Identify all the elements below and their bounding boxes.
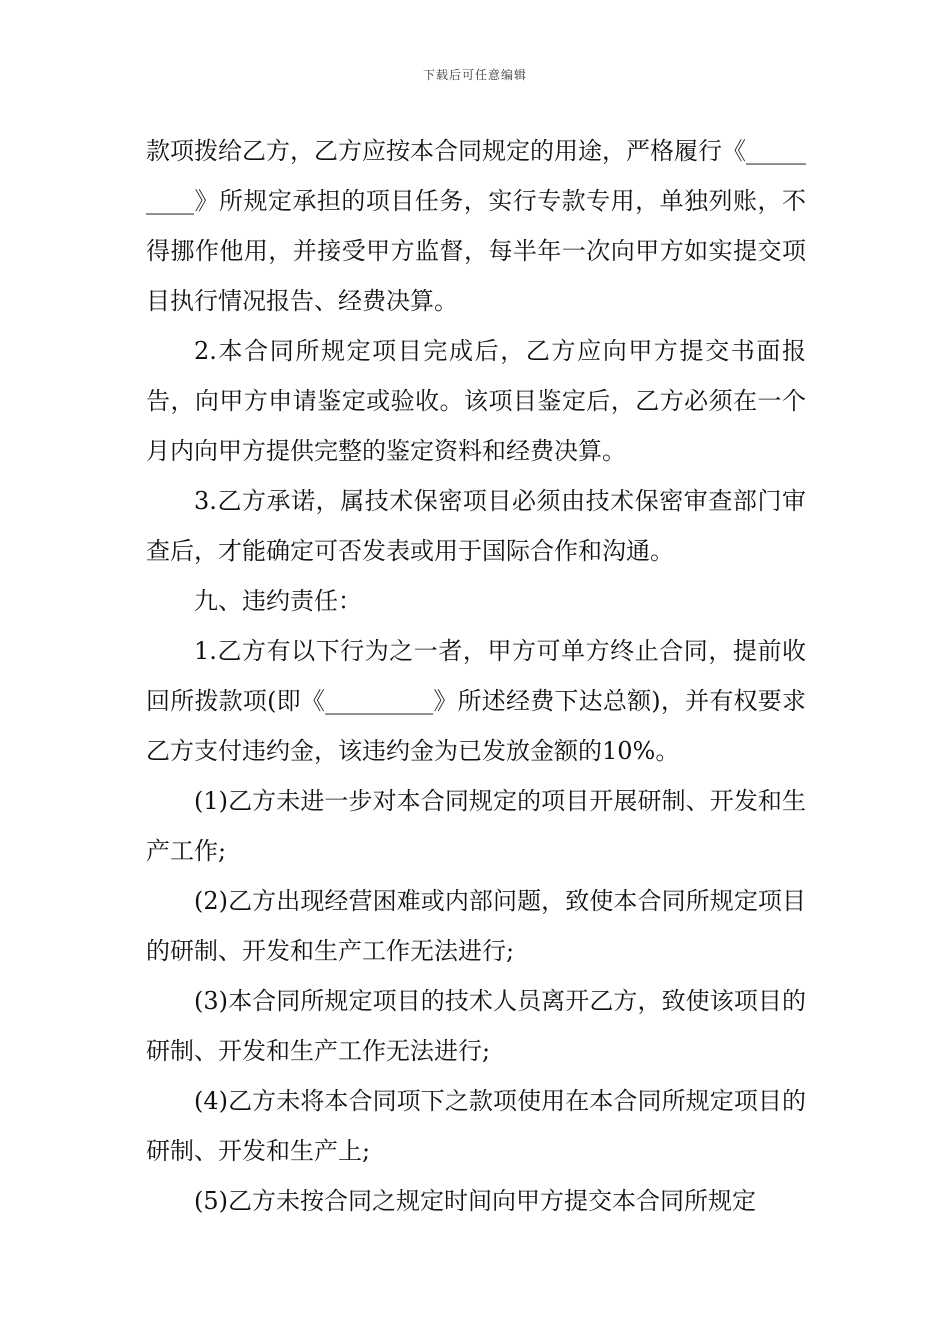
paragraph-clause-3: 3.乙方承诺，属技术保密项目必须由技术保密审查部门审查后，才能确定可否发表或用于国际合作和沟通。 — [146, 487, 806, 565]
list-item-breach-3: (3)本合同所规定项目的技术人员离开乙方，致使该项目的研制、开发和生产工作无法进行; — [146, 987, 806, 1065]
paragraph-clause-2: 2.本合同所规定项目完成后，乙方应向甲方提交书面报告，向甲方申请鉴定或验收。该项目鉴定后，乙方必须在一个月内向甲方提供完整的鉴定资料和经费决算。 — [146, 337, 806, 465]
list-item-breach-4: (4)乙方未将本合同项下之款项使用在本合同所规定项目的研制、开发和生产上; — [146, 1087, 806, 1165]
paragraph-breach-clause-1: 1.乙方有以下行为之一者，甲方可单方终止合同，提前收回所拨款项(即《_________》所述经费下达总额)，并有权要求乙方支付违约金，该违约金为已发放金额的10%。 — [146, 637, 806, 765]
list-item-breach-1: (1)乙方未进一步对本合同规定的项目开展研制、开发和生产工作; — [146, 787, 806, 865]
document-body — [146, 126, 806, 1226]
list-item-breach-2: (2)乙方出现经营困难或内部问题，致使本合同所规定项目的研制、开发和生产工作无法进行; — [146, 887, 806, 965]
section-heading-breach-liability: 九、违约责任： — [194, 587, 362, 615]
page-header-note: 下载后可任意编辑 — [422, 68, 527, 82]
list-item-breach-5: (5)乙方未按合同之规定时间向甲方提交本合同所规定 — [194, 1187, 756, 1215]
paragraph-funding-use: 款项拨给乙方，乙方应按本合同规定的用途，严格履行《_________》所规定承担的项目任务，实行专款专用，单独列账，不得挪作他用，并接受甲方监督，每半年一次向甲方如实提交项目执行情况报告、经费决算。 — [146, 137, 806, 315]
